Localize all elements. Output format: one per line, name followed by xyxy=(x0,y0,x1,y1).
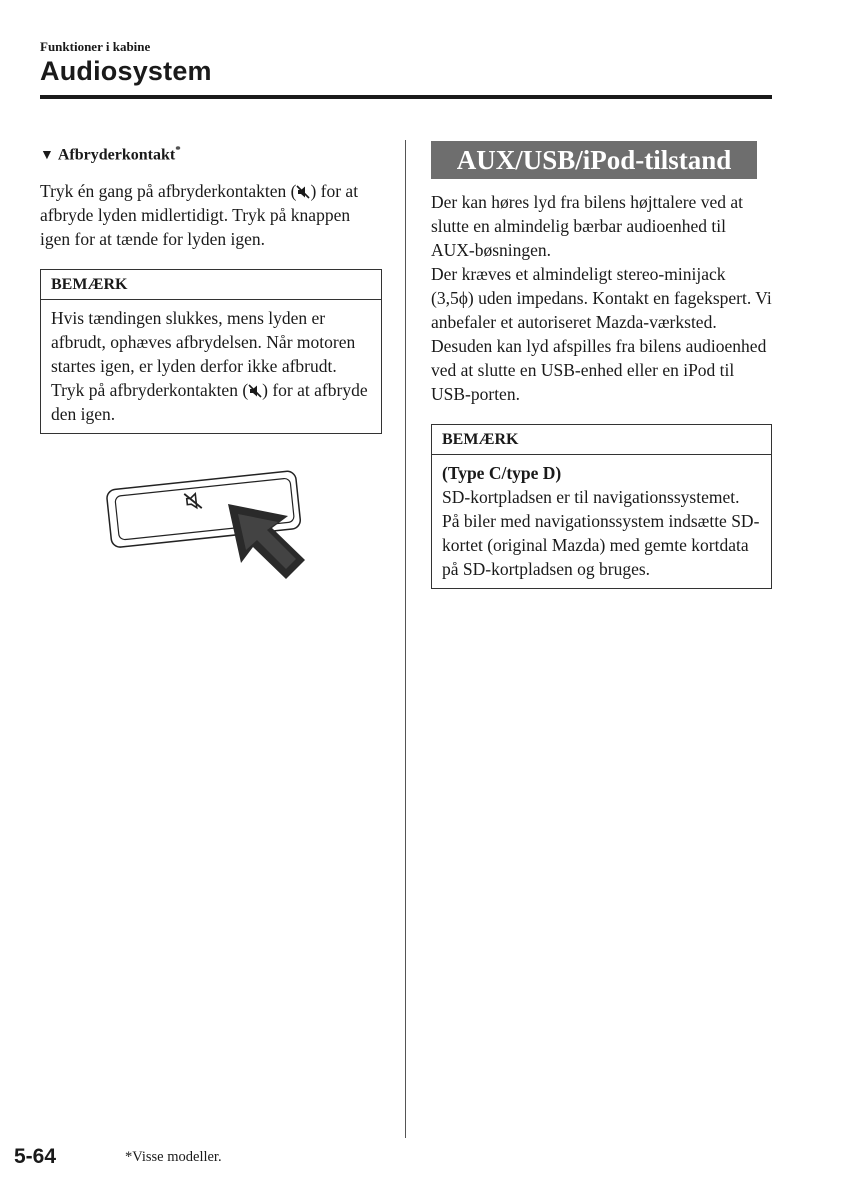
mute-instructions-part1: Tryk én gang på afbryderkontakten ( xyxy=(40,181,297,202)
left-column xyxy=(40,144,382,434)
title-rule xyxy=(40,95,772,99)
note-text-part2: ) for at afbryde den igen. xyxy=(51,380,368,425)
note-box-sd xyxy=(431,424,772,589)
subsection-heading xyxy=(40,144,382,164)
footnote-marker: * xyxy=(175,144,181,156)
paragraph: Der kan høres lyd fra bilens højttalere ved at slutte en almindelig bærbar audioenhed til AUX-bøsningen. xyxy=(431,192,743,260)
mute-icon xyxy=(296,185,310,199)
mute-instructions-part2: ) for at afbryde lyden midlertidigt. Tryk på knappen igen for at tænde for lyden igen. xyxy=(40,181,359,250)
triangle-bullet-icon: ▼ xyxy=(40,148,54,164)
note-text xyxy=(432,455,771,588)
mute-switch-illustration xyxy=(100,458,310,588)
note-paragraph: SD-kortpladsen er til navigationssystemet. På biler med navigationssystem indsætte SD-kortet (original Mazda) med gemte kortdata på SD-kortpladsen og bruges. xyxy=(442,487,760,579)
right-column xyxy=(431,141,772,589)
note-text xyxy=(41,300,381,433)
note-box-mute xyxy=(40,269,382,434)
subsection-heading-text: Afbryderkontakt xyxy=(57,146,176,164)
page-title: Audiosystem xyxy=(40,56,212,86)
section-label: Funktioner i kabine xyxy=(40,39,151,54)
note-text-part1: Hvis tændingen slukkes, mens lyden er afbrudt, ophæves afbrydelsen. Når motoren startes igen, er lyden derfor ikke afbrudt. Tryk på afbryderkontakten ( xyxy=(51,308,356,401)
note-label: BEMÆRK xyxy=(432,425,771,455)
paragraph: Der kræves et almindeligt stereo-minijack (3,5ϕ) uden impedans. Kontakt en fagekspert. Vi anbefaler et autoriseret Mazda-værksted. xyxy=(431,264,772,332)
note-label: BEMÆRK xyxy=(41,270,381,300)
paragraph: Desuden kan lyd afspilles fra bilens audioenhed ved at slutte en USB-enhed eller en iPod til USB-porten. xyxy=(431,336,767,404)
section-band-title: AUX/USB/iPod-tilstand xyxy=(431,141,757,179)
page-number: 5-64 xyxy=(14,1145,57,1168)
aux-usb-description xyxy=(431,190,772,406)
mute-icon xyxy=(248,384,262,398)
footnote: *Visse modeller. xyxy=(125,1149,222,1165)
note-subheading: (Type C/type D) xyxy=(442,463,562,483)
column-divider xyxy=(405,140,406,1138)
mute-instructions xyxy=(40,179,382,251)
